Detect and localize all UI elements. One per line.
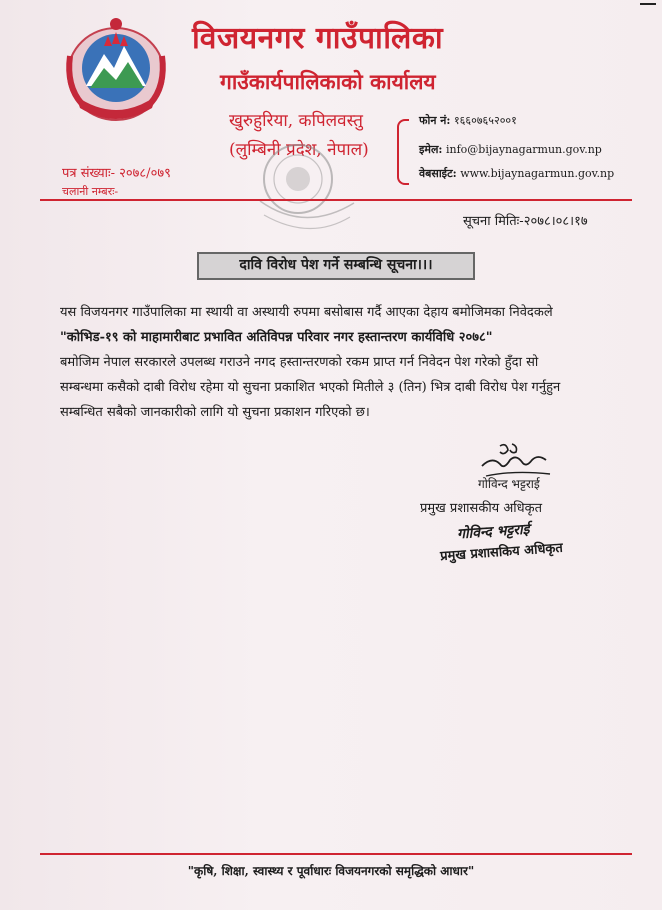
notice-date: सूचना मितिः-२०७८।०८।१७ <box>463 214 588 229</box>
footer-divider <box>40 853 632 855</box>
body-line-program-title: "कोभिड-१९ को माहामारीबाट प्रभावित अतिविपन्न परिवार नगर हस्तान्तरण कार्यविधि २०७८" <box>60 330 493 345</box>
signatory-title: प्रमुख प्रशासकीय अधिकृत <box>420 501 543 516</box>
header-divider <box>40 199 632 201</box>
notice-subject: दावि विरोध पेश गर्ने सम्बन्धि सूचना।।। <box>197 252 475 280</box>
office-seal-icon <box>250 141 360 237</box>
office-name: गाउँकार्यपालिकाको कार्यालय <box>220 69 436 94</box>
contact-phone-label: फोन नं: <box>419 114 451 127</box>
name-stamp: गोविन्द भट्टराई <box>456 521 530 543</box>
title-stamp: प्रमुख प्रशासकिय अधिकृत <box>439 540 564 565</box>
body-line: यस विजयनगर गाउँपालिका मा स्थायी वा अस्थायी रुपमा बसोबास गर्दै आएका देहाय बमोजिमका निवेदकले <box>60 305 553 320</box>
body-line: सम्बन्धमा कसैको दाबी विरोध रहेमा यो सुचना प्रकाशित भएको मितीले ३ (तिन) भित्र दाबी विरोध पेश गर्नुहुन <box>60 380 561 395</box>
contact-website-label: वेबसाईट: <box>419 167 457 180</box>
contact-email-label: इमेल: <box>419 143 443 156</box>
notice-body <box>60 300 626 425</box>
scan-mark <box>640 3 656 5</box>
nepal-emblem-icon <box>56 16 176 128</box>
contact-website-value: www.bijaynagarmun.gov.np <box>460 167 615 180</box>
municipality-name: विजयनगर गाउँपालिका <box>192 21 444 56</box>
contact-email-value: info@bijaynagarmun.gov.np <box>446 143 602 156</box>
contact-phone-value: १६६०७६५२००१ <box>453 114 517 127</box>
office-address: खुरुहुरिया, कपिलवस्तु <box>229 111 363 131</box>
contact-website <box>419 166 614 181</box>
body-line: सम्बन्धित सबैको जानकारीको लागि यो सुचना प्रकाशन गरिएको छ। <box>60 405 370 420</box>
office-province: (लुम्बिनी प्रदेश, नेपाल) <box>229 140 369 160</box>
signatory-name: गोविन्द भट्टराई <box>478 477 540 491</box>
contact-email <box>419 142 602 157</box>
reference-number: पत्र संख्याः- २०७८/०७९ <box>62 166 171 181</box>
body-line: बमोजिम नेपाल सरकारले उपलब्ध गराउने नगद हस्तान्तरणको रकम प्राप्त गर्न निवेदन पेश गरेको हुँदा सो <box>60 355 539 370</box>
footer-motto: "कृषि, शिक्षा, स्वास्थ्य र पूर्वाधारः विजयनगरको समृद्धिको आधार" <box>187 864 475 878</box>
dispatch-number: चलानी नम्बरः- <box>62 185 119 198</box>
contact-brace <box>397 119 409 185</box>
contact-phone <box>419 113 517 128</box>
